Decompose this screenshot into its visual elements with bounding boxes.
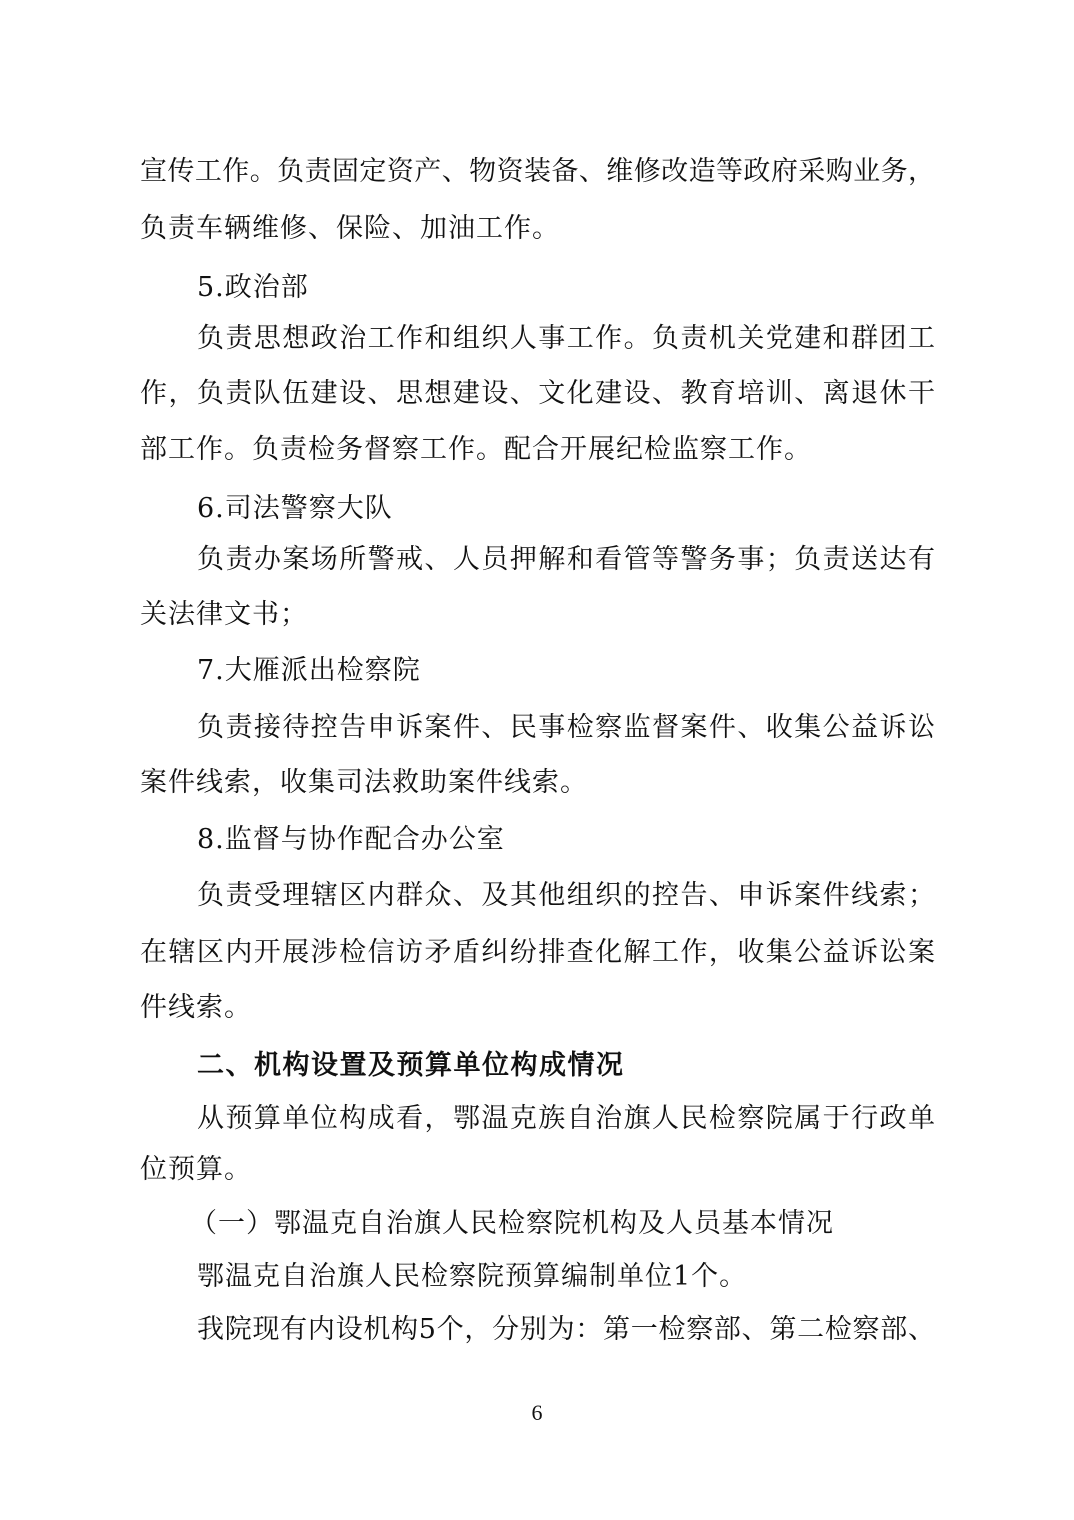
paragraph-line: 在辖区内开展涉检信访矛盾纠纷排查化解工作，收集公益诉讼案: [140, 937, 935, 968]
paragraph-line: 案件线索，收集司法救助案件线索。: [140, 767, 588, 798]
section-heading: 二、机构设置及预算单位构成情况: [197, 1050, 625, 1081]
paragraph-line: 位预算。: [140, 1154, 252, 1185]
paragraph-line: 关法律文书；: [140, 599, 308, 630]
item-title-political-department: 5.政治部: [197, 272, 309, 303]
paragraph-line: 负责受理辖区内群众、及其他组织的控告、申诉案件线索；: [197, 880, 935, 911]
paragraph-line: 件线索。: [140, 992, 252, 1023]
subsection-heading: （一）鄂温克自治旗人民检察院机构及人员基本情况: [190, 1208, 834, 1239]
item-title-supervision-office: 8.监督与协作配合办公室: [197, 824, 505, 855]
paragraph-line: 部工作。负责检务督察工作。配合开展纪检监察工作。: [140, 434, 812, 465]
paragraph-line: 负责办案场所警戒、人员押解和看管等警务事；负责送达有: [197, 544, 935, 575]
paragraph-line: 作，负责队伍建设、思想建设、文化建设、教育培训、离退休干: [140, 378, 935, 409]
paragraph-line: 鄂温克自治旗人民检察院预算编制单位1个。: [197, 1261, 748, 1292]
paragraph-line: 宣传工作。负责固定资产、物资装备、维修改造等政府采购业务，: [140, 156, 935, 187]
paragraph-line: 从预算单位构成看，鄂温克族自治旗人民检察院属于行政单: [197, 1103, 935, 1134]
item-title-dayan-procuratorate: 7.大雁派出检察院: [197, 655, 421, 686]
paragraph-line: 负责车辆维修、保险、加油工作。: [140, 213, 560, 244]
paragraph-line: 负责思想政治工作和组织人事工作。负责机关党建和群团工: [197, 323, 935, 354]
item-title-judicial-police: 6.司法警察大队: [197, 493, 393, 524]
page-number: 6: [531, 1400, 543, 1425]
paragraph-line: 负责接待控告申诉案件、民事检察监督案件、收集公益诉讼: [197, 712, 935, 743]
paragraph-line: 我院现有内设机构5个，分别为：第一检察部、第二检察部、: [197, 1314, 935, 1345]
